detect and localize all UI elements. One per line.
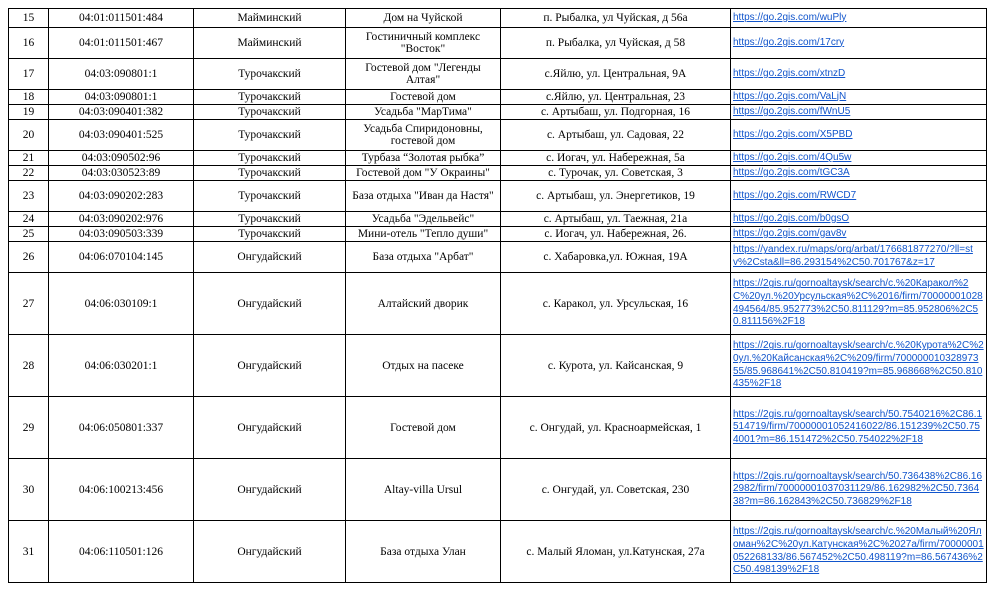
place-name-cell: Усадьба "Эдельвейс" xyxy=(346,212,501,227)
table-row xyxy=(9,397,987,459)
row-number-cell: 25 xyxy=(9,227,49,242)
row-number-cell: 28 xyxy=(9,335,49,397)
map-link-cell xyxy=(731,212,987,227)
place-address-cell: с. Артыбаш, ул. Таежная, 21а xyxy=(501,212,731,227)
cadastral-number-cell: 04:06:050801:337 xyxy=(49,397,194,459)
cadastral-number-cell: 04:03:090503:339 xyxy=(49,227,194,242)
row-number-cell: 19 xyxy=(9,105,49,120)
place-name-cell: База отдыха Улан xyxy=(346,521,501,583)
cadastral-number-cell: 04:01:011501:467 xyxy=(49,28,194,59)
place-name-cell: Гостевой дом xyxy=(346,397,501,459)
map-link[interactable]: https://2gis.ru/gornoaltaysk/search/c.%20Малый%20Яломан%2C%20ул.Катунская%2C%2027а/firm/70000001052268133/86.567452%2C50.498119?m=86.567436%2C50.498139%2F18 xyxy=(733,526,984,576)
district-name-cell: Онгудайский xyxy=(194,521,346,583)
map-link-cell xyxy=(731,335,987,397)
map-link-cell xyxy=(731,28,987,59)
place-name-cell: Усадьба Спиридоновны, гостевой дом xyxy=(346,120,501,151)
place-name-cell: Гостевой дом "Легенды Алтая" xyxy=(346,59,501,90)
place-address-cell: с. Артыбаш, ул. Садовая, 22 xyxy=(501,120,731,151)
registry-table-body xyxy=(9,9,987,583)
map-link[interactable]: https://yandex.ru/maps/org/arbat/176681877270/?ll=stv%2Csta&ll=86.293154%2C50.701767&z=17 xyxy=(733,244,973,268)
cadastral-number-cell: 04:06:070104:145 xyxy=(49,242,194,273)
place-address-cell: с. Турочак, ул. Советская, 3 xyxy=(501,166,731,181)
map-link-cell xyxy=(731,397,987,459)
place-address-cell: с. Малый Яломан, ул.Катунская, 27а xyxy=(501,521,731,583)
district-name-cell: Онгудайский xyxy=(194,335,346,397)
place-name-cell: Altay-villa Ursul xyxy=(346,459,501,521)
cadastral-number-cell: 04:06:030201:1 xyxy=(49,335,194,397)
place-address-cell: с. Иогач, ул. Набережная, 5а xyxy=(501,151,731,166)
district-name-cell: Онгудайский xyxy=(194,397,346,459)
district-name-cell: Турочакский xyxy=(194,227,346,242)
place-name-cell: Дом на Чуйской xyxy=(346,9,501,28)
district-name-cell: Турочакский xyxy=(194,166,346,181)
cadastral-number-cell: 04:03:090502:96 xyxy=(49,151,194,166)
row-number-cell: 27 xyxy=(9,273,49,335)
cadastral-number-cell: 04:03:090801:1 xyxy=(49,59,194,90)
map-link[interactable]: https://go.2gis.com/wuPly xyxy=(733,11,847,23)
map-link[interactable]: https://go.2gis.com/xtnzD xyxy=(733,67,846,79)
map-link-cell xyxy=(731,181,987,212)
district-name-cell: Онгудайский xyxy=(194,273,346,335)
row-number-cell: 18 xyxy=(9,90,49,105)
place-address-cell: п. Рыбалка, ул Чуйская, д 58 xyxy=(501,28,731,59)
row-number-cell: 29 xyxy=(9,397,49,459)
table-row xyxy=(9,120,987,151)
cadastral-number-cell: 04:03:030523:89 xyxy=(49,166,194,181)
district-name-cell: Онгудайский xyxy=(194,242,346,273)
table-row xyxy=(9,242,987,273)
table-row xyxy=(9,212,987,227)
cadastral-number-cell: 04:03:090202:976 xyxy=(49,212,194,227)
place-name-cell: Отдых на пасеке xyxy=(346,335,501,397)
table-row xyxy=(9,90,987,105)
row-number-cell: 23 xyxy=(9,181,49,212)
place-address-cell: с. Артыбаш, ул. Подгорная, 16 xyxy=(501,105,731,120)
map-link[interactable]: https://go.2gis.com/X5PBD xyxy=(733,128,853,140)
map-link[interactable]: https://go.2gis.com/b0gsO xyxy=(733,212,850,224)
place-address-cell: с. Иогач, ул. Набережная, 26. xyxy=(501,227,731,242)
place-address-cell: с. Онгудай, ул. Советская, 230 xyxy=(501,459,731,521)
table-row xyxy=(9,105,987,120)
map-link-cell xyxy=(731,9,987,28)
row-number-cell: 17 xyxy=(9,59,49,90)
map-link-cell xyxy=(731,459,987,521)
map-link[interactable]: https://go.2gis.com/17cry xyxy=(733,36,845,48)
map-link-cell xyxy=(731,166,987,181)
map-link[interactable]: https://go.2gis.com/RWCD7 xyxy=(733,189,857,201)
cadastral-number-cell: 04:03:090801:1 xyxy=(49,90,194,105)
cadastral-number-cell: 04:06:100213:456 xyxy=(49,459,194,521)
row-number-cell: 26 xyxy=(9,242,49,273)
map-link-cell xyxy=(731,151,987,166)
district-name-cell: Турочакский xyxy=(194,59,346,90)
place-name-cell: Алтайский дворик xyxy=(346,273,501,335)
row-number-cell: 30 xyxy=(9,459,49,521)
map-link-cell xyxy=(731,59,987,90)
place-name-cell: Гостиничный комплекс "Восток" xyxy=(346,28,501,59)
place-name-cell: Мини-отель "Тепло души" xyxy=(346,227,501,242)
cadastral-number-cell: 04:03:090202:283 xyxy=(49,181,194,212)
district-name-cell: Майминский xyxy=(194,9,346,28)
place-address-cell: с. Каракол, ул. Урсульская, 16 xyxy=(501,273,731,335)
row-number-cell: 21 xyxy=(9,151,49,166)
table-row xyxy=(9,166,987,181)
place-name-cell: Гостевой дом xyxy=(346,90,501,105)
place-address-cell: с. Артыбаш, ул. Энергетиков, 19 xyxy=(501,181,731,212)
table-row xyxy=(9,459,987,521)
map-link-cell xyxy=(731,521,987,583)
map-link[interactable]: https://go.2gis.com/4Qu5w xyxy=(733,151,852,163)
map-link-cell xyxy=(731,105,987,120)
table-row xyxy=(9,521,987,583)
place-name-cell: Усадьба "МарТима" xyxy=(346,105,501,120)
district-name-cell: Турочакский xyxy=(194,90,346,105)
map-link[interactable]: https://2gis.ru/gornoaltaysk/search/c.%20Курота%2C%20ул.%20Кайсанская%2C%209/firm/70000001032897355/85.968641%2C50.810419?m=85.968668%2C50.810435%2F18 xyxy=(733,340,984,390)
place-address-cell: с. Онгудай, ул. Красноармейская, 1 xyxy=(501,397,731,459)
map-link[interactable]: https://go.2gis.com/gav8v xyxy=(733,227,847,239)
place-name-cell: База отдыха "Иван да Настя" xyxy=(346,181,501,212)
table-row xyxy=(9,335,987,397)
map-link[interactable]: https://2gis.ru/gornoaltaysk/search/50.7540216%2C86.1514719/firm/70000001052416022/86.151239%2C50.754001?m=86.151472%2C50.754022%2F18 xyxy=(733,408,983,445)
table-row xyxy=(9,151,987,166)
district-name-cell: Турочакский xyxy=(194,105,346,120)
map-link[interactable]: https://2gis.ru/gornoaltaysk/search/50.736438%2C86.162982/firm/70000001037031129/86.162982%2C50.736438?m=86.162843%2C50.736829%2F18 xyxy=(733,470,983,507)
row-number-cell: 15 xyxy=(9,9,49,28)
map-link[interactable]: https://go.2gis.com/tGC3A xyxy=(733,166,850,178)
table-row xyxy=(9,9,987,28)
registry-table xyxy=(8,8,987,583)
map-link[interactable]: https://2gis.ru/gornoaltaysk/search/c.%20Каракол%2C%20ул.%20Урсульская%2C%2016/firm/70000001028494564/85.952773%2C50.811129?m=85.952806%2C50.811156%2F18 xyxy=(733,278,983,328)
district-name-cell: Турочакский xyxy=(194,151,346,166)
district-name-cell: Турочакский xyxy=(194,181,346,212)
district-name-cell: Майминский xyxy=(194,28,346,59)
map-link-cell xyxy=(731,90,987,105)
district-name-cell: Турочакский xyxy=(194,212,346,227)
row-number-cell: 16 xyxy=(9,28,49,59)
row-number-cell: 20 xyxy=(9,120,49,151)
place-name-cell: Турбаза “Золотая рыбка” xyxy=(346,151,501,166)
place-address-cell: с. Хабаровка,ул. Южная, 19А xyxy=(501,242,731,273)
district-name-cell: Онгудайский xyxy=(194,459,346,521)
place-address-cell: с. Курота, ул. Кайсанская, 9 xyxy=(501,335,731,397)
district-name-cell: Турочакский xyxy=(194,120,346,151)
map-link-cell xyxy=(731,242,987,273)
table-row xyxy=(9,59,987,90)
place-address-cell: с.Яйлю, ул. Центральная, 9А xyxy=(501,59,731,90)
map-link[interactable]: https://go.2gis.com/VaLjN xyxy=(733,90,847,102)
place-name-cell: База отдыха "Арбат" xyxy=(346,242,501,273)
cadastral-number-cell: 04:06:030109:1 xyxy=(49,273,194,335)
row-number-cell: 22 xyxy=(9,166,49,181)
table-row xyxy=(9,181,987,212)
map-link-cell xyxy=(731,120,987,151)
table-row xyxy=(9,227,987,242)
table-row xyxy=(9,273,987,335)
cadastral-number-cell: 04:03:090401:382 xyxy=(49,105,194,120)
cadastral-number-cell: 04:03:090401:525 xyxy=(49,120,194,151)
map-link-cell xyxy=(731,227,987,242)
place-address-cell: с.Яйлю, ул. Центральная, 23 xyxy=(501,90,731,105)
place-name-cell: Гостевой дом "У Окраины" xyxy=(346,166,501,181)
cadastral-number-cell: 04:06:110501:126 xyxy=(49,521,194,583)
cadastral-number-cell: 04:01:011501:484 xyxy=(49,9,194,28)
map-link-cell xyxy=(731,273,987,335)
table-row xyxy=(9,28,987,59)
row-number-cell: 24 xyxy=(9,212,49,227)
map-link[interactable]: https://go.2gis.com/fWnU5 xyxy=(733,105,851,117)
row-number-cell: 31 xyxy=(9,521,49,583)
place-address-cell: п. Рыбалка, ул Чуйская, д 56а xyxy=(501,9,731,28)
